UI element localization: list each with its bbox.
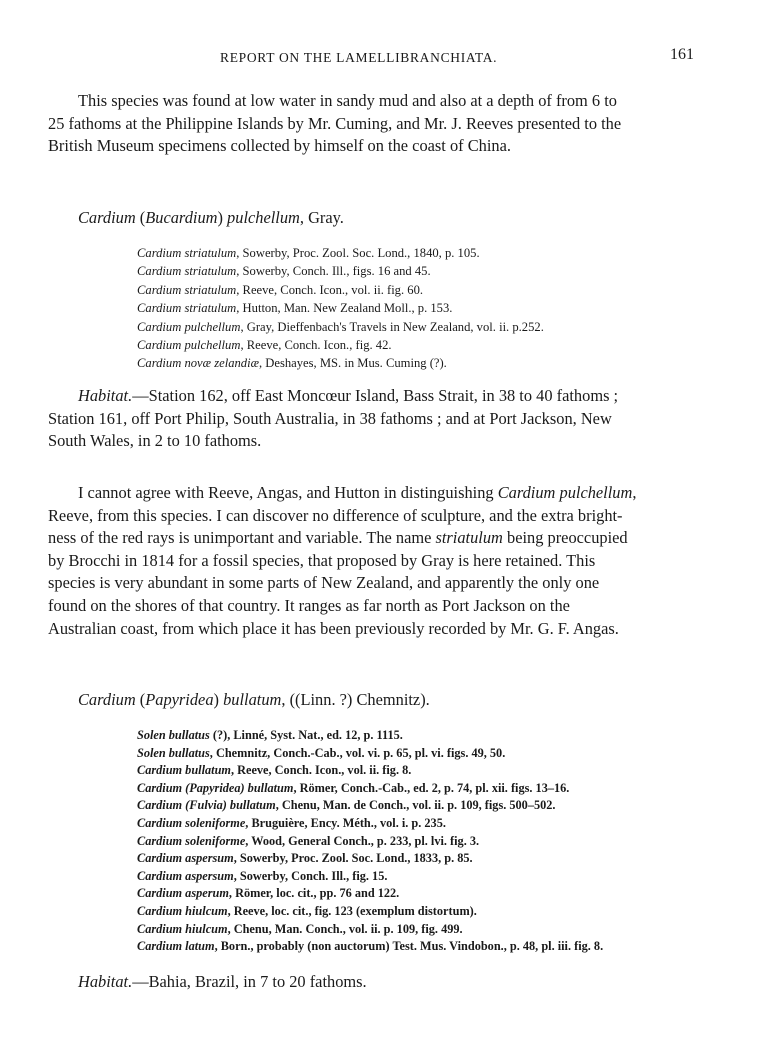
paragraph-line: South Wales, in 2 to 10 fathoms. xyxy=(48,431,262,451)
heading-punct: ( xyxy=(135,690,146,709)
synonym-name: Cardium striatulum xyxy=(137,264,237,279)
habitat-text: —Bahia, Brazil, in 7 to 20 fathoms. xyxy=(132,972,367,991)
paragraph-line xyxy=(78,971,728,994)
synonym-entry xyxy=(137,815,603,833)
synonym-reference: , Chenu, Man. Conch., vol. ii. p. 109, fig. 499. xyxy=(227,921,463,936)
synonym-name: Cardium novæ zelandiæ xyxy=(137,356,259,371)
synonym-reference: , Reeve, Conch. Icon., fig. 42. xyxy=(240,338,392,353)
synonym-name: Solen bullatus xyxy=(137,728,210,742)
synonym-reference: (?), Linné, Syst. Nat., ed. 12, p. 1115. xyxy=(209,728,403,742)
synonym-entry xyxy=(137,354,544,372)
synonym-reference: , Wood, General Conch., p. 233, pl. lvi. fig. 3. xyxy=(245,833,480,848)
page-number: 161 xyxy=(670,46,694,63)
synonym-reference: , Chenu, Man. de Conch., vol. ii. p. 109, figs. 500–502. xyxy=(275,798,556,813)
synonym-reference: , Born., probably (non auctorum) Test. Mus. Vindobon., p. 48, pl. iii. fig. 8. xyxy=(214,939,604,954)
synonym-name: Solen bullatus xyxy=(137,745,210,760)
synonym-entry xyxy=(137,868,603,886)
heading-genus: Cardium xyxy=(78,208,136,227)
heading-genus: Cardium xyxy=(78,690,136,709)
paragraph-line: Station 161, off Port Philip, South Australia, in 38 fathoms ; and at Port Jackson, New xyxy=(48,408,612,428)
synonym-name: Cardium soleniforme xyxy=(137,833,246,848)
heading-author: , Gray. xyxy=(299,208,344,227)
text-run: ness of the red rays is unimportant and variable. The name xyxy=(48,528,436,548)
text-run: I cannot agree with Reeve, Angas, and Hutton in distinguishing xyxy=(78,483,498,502)
synonym-reference: , Reeve, Conch. Icon., vol. ii. fig. 60. xyxy=(236,282,424,297)
synonym-reference: , Reeve, loc. cit., fig. 123 (exemplum distortum). xyxy=(227,903,477,918)
synonym-entry xyxy=(137,262,544,280)
synonym-entry xyxy=(137,762,603,780)
running-title: REPORT ON THE LAMELLIBRANCHIATA. xyxy=(220,50,498,65)
synonym-name: Cardium aspersum xyxy=(137,868,234,883)
synonymy-list-pulchellum xyxy=(137,244,544,373)
paragraph-line xyxy=(48,482,738,505)
discussion-paragraph xyxy=(48,482,738,640)
synonym-entry xyxy=(137,281,544,299)
paragraph-line xyxy=(48,385,728,408)
species-heading-pulchellum xyxy=(78,208,344,228)
paragraph-line: Reeve, from this species. I can discover no difference of sculpture, and the extra bright- xyxy=(48,505,623,525)
species-heading-bullatum xyxy=(78,690,430,710)
paragraph-line: species is very abundant in some parts of New Zealand, and apparently the only one xyxy=(48,573,600,593)
paragraph-line: by Brocchi in 1814 for a fossil species, that proposed by Gray is here retained. This xyxy=(48,550,596,570)
synonym-reference: , Hutton, Man. New Zealand Moll., p. 153. xyxy=(236,301,453,316)
synonym-name: Cardium striatulum xyxy=(137,282,237,297)
synonym-reference: , Römer, loc. cit., pp. 76 and 122. xyxy=(228,886,400,901)
heading-author: , ((Linn. ?) Chemnitz). xyxy=(281,690,430,709)
synonym-entry xyxy=(137,938,603,956)
paragraph-line xyxy=(48,527,738,550)
synonym-entry xyxy=(137,727,603,745)
synonym-name: Cardium pulchellum xyxy=(137,338,241,353)
synonym-name: Cardium pulchellum xyxy=(137,319,241,334)
paragraph-line: Australian coast, from which place it has been previously recorded by Mr. G. F. Angas. xyxy=(48,618,619,638)
habitat-label: Habitat. xyxy=(78,972,133,991)
synonym-reference: , Bruguière, Ency. Méth., vol. i. p. 235. xyxy=(245,815,446,830)
text-run: being preoccupied xyxy=(502,528,628,548)
synonym-reference: , Sowerby, Proc. Zool. Soc. Lond., 1833, p. 85. xyxy=(233,851,473,866)
synonym-name: Cardium asperum xyxy=(137,886,229,901)
heading-subgenus: Bucardium xyxy=(145,208,218,227)
synonymy-list-bullatum xyxy=(137,727,603,956)
habitat-label: Habitat. xyxy=(78,386,133,405)
intro-paragraph xyxy=(48,90,728,158)
page-header xyxy=(0,42,776,70)
heading-punct: ( xyxy=(135,208,146,227)
paragraph-line: British Museum specimens collected by himself on the coast of China. xyxy=(48,136,511,156)
synonym-entry xyxy=(137,244,544,262)
synonym-reference: , Chemnitz, Conch.-Cab., vol. vi. p. 65, pl. vi. figs. 49, 50. xyxy=(209,745,506,760)
species-name-italic: Cardium pulchellum xyxy=(497,483,633,502)
synonym-name: Cardium soleniforme xyxy=(137,815,246,830)
synonym-name: Cardium bullatum xyxy=(137,763,231,778)
synonym-entry xyxy=(137,318,544,336)
synonym-entry xyxy=(137,903,603,921)
habitat-text: —Station 162, off East Moncœur Island, Bass Strait, in 38 to 40 fathoms ; xyxy=(132,386,619,405)
synonym-reference: , Deshayes, MS. in Mus. Cuming (?). xyxy=(258,356,447,371)
synonym-name: Cardium aspersum xyxy=(137,851,234,866)
synonym-name: Cardium hiulcum xyxy=(137,903,228,918)
synonym-entry xyxy=(137,833,603,851)
synonym-entry xyxy=(137,299,544,317)
synonym-reference: , Sowerby, Conch. Ill., figs. 16 and 45. xyxy=(236,264,431,279)
synonym-name: Cardium (Fulvia) bullatum xyxy=(137,798,276,813)
heading-subgenus: Papyridea xyxy=(145,690,214,709)
synonym-name: Cardium latum xyxy=(137,939,215,954)
synonym-name: Cardium hiulcum xyxy=(137,921,228,936)
synonym-entry xyxy=(137,921,603,939)
paragraph-line: 25 fathoms at the Philippine Islands by Mr. Cuming, and Mr. J. Reeves presented to the xyxy=(48,113,622,133)
synonym-entry xyxy=(137,885,603,903)
species-name-italic: striatulum xyxy=(435,528,503,548)
habitat-bullatum xyxy=(78,971,728,994)
synonym-entry xyxy=(137,780,603,798)
synonym-entry xyxy=(137,745,603,763)
synonym-entry xyxy=(137,850,603,868)
heading-species: bullatum xyxy=(223,690,282,709)
synonym-name: Cardium (Papyridea) bullatum xyxy=(137,780,294,795)
heading-punct: ) xyxy=(217,208,228,227)
synonym-name: Cardium striatulum xyxy=(137,301,237,316)
habitat-pulchellum xyxy=(48,385,728,453)
paragraph-line: This species was found at low water in sandy mud and also at a depth of from 6 to xyxy=(78,91,617,110)
synonym-reference: , Sowerby, Conch. Ill., fig. 15. xyxy=(233,868,388,883)
synonym-name: Cardium striatulum xyxy=(137,246,237,260)
heading-punct: ) xyxy=(213,690,224,709)
text-run: , xyxy=(632,483,637,502)
synonym-reference: , Sowerby, Proc. Zool. Soc. Lond., 1840, p. 105. xyxy=(236,246,480,260)
synonym-reference: , Gray, Dieffenbach's Travels in New Zealand, vol. ii. p.252. xyxy=(240,319,544,334)
synonym-reference: , Römer, Conch.-Cab., ed. 2, p. 74, pl. xii. figs. 13–16. xyxy=(293,780,570,795)
synonym-reference: , Reeve, Conch. Icon., vol. ii. fig. 8. xyxy=(230,763,412,778)
paragraph-line: found on the shores of that country. It ranges as far north as Port Jackson on the xyxy=(48,595,570,615)
synonym-entry xyxy=(137,336,544,354)
heading-species: pulchellum xyxy=(227,208,300,227)
synonym-entry xyxy=(137,797,603,815)
